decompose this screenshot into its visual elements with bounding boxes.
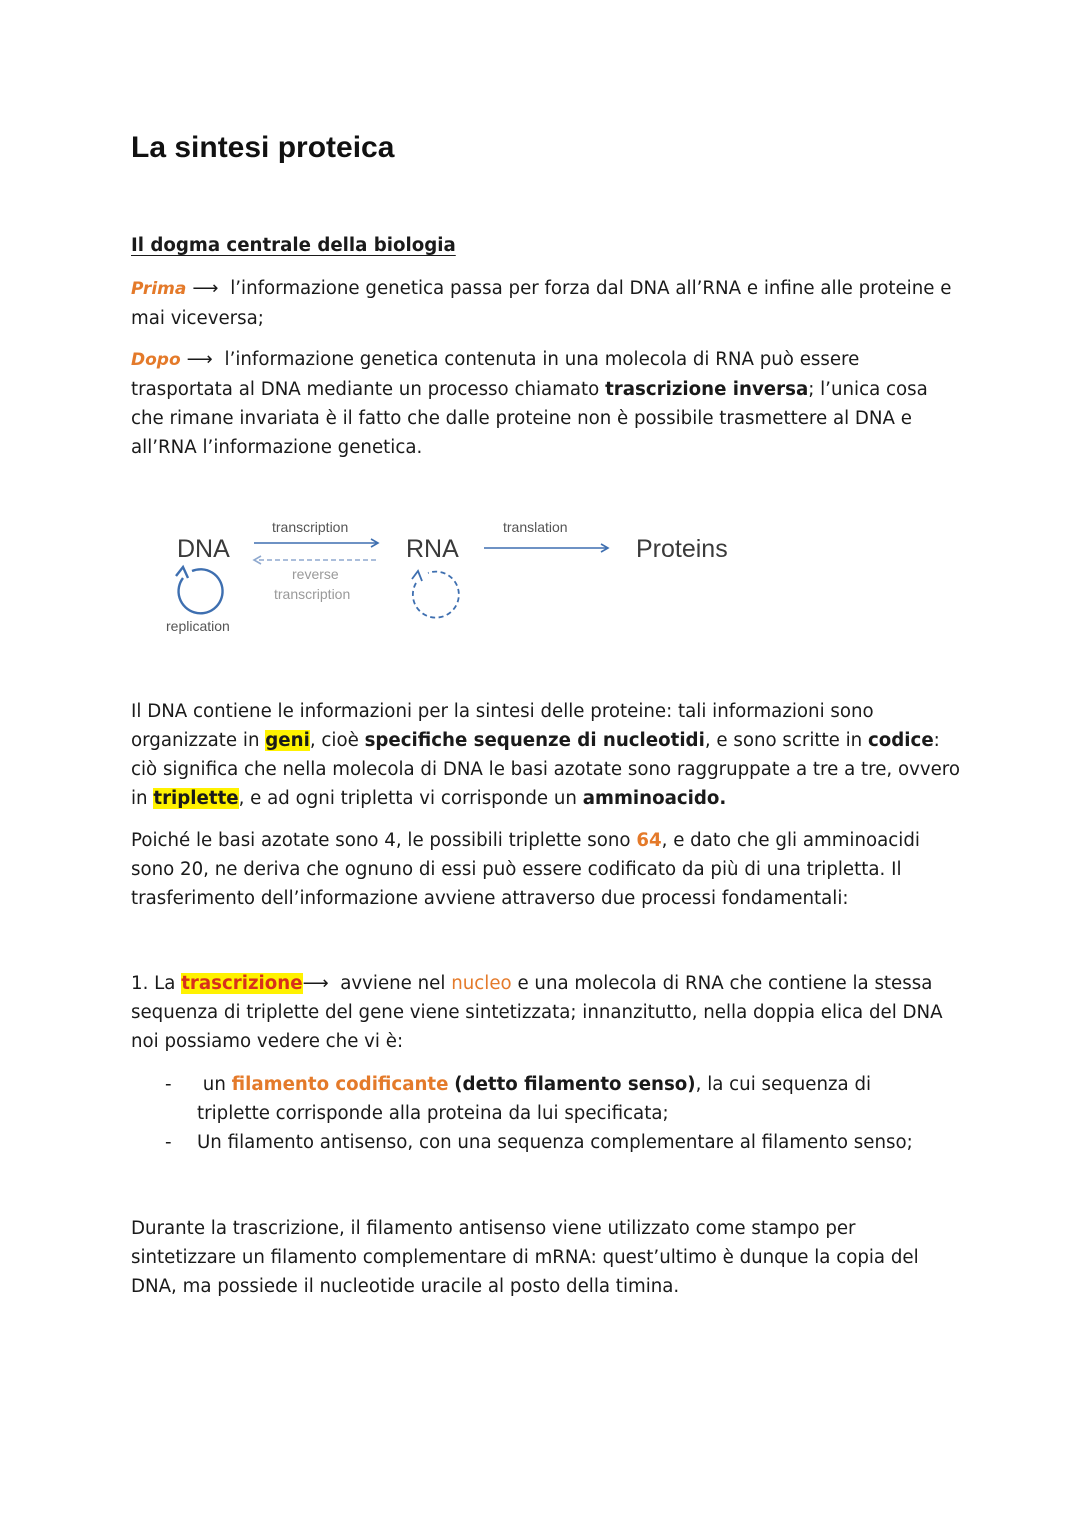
bases-paragraph [131, 826, 961, 913]
text-span: Poiché le basi azotate sono 4, le possibili triplette sono [131, 830, 631, 851]
translation-label: translation [503, 519, 568, 535]
dopo-text-2: ; l’unica cosa che rimane invariata è il fatto che dalle proteine non è possibile trasmettere al DNA e all’RNA l’informazione genetica. [131, 379, 928, 458]
point1-paragraph [131, 969, 961, 1056]
text-span: : ciò significa che nella molecola di DNA le basi azotate sono raggruppate a tre a tre, ovvero in [131, 730, 961, 809]
text-span: Un filamento antisenso, con una sequenza complementare al filamento senso; [197, 1132, 913, 1153]
text-span: , cioè [309, 730, 359, 751]
text-span: , e sono scritte in [704, 730, 863, 751]
geni-highlight: geni [265, 730, 310, 751]
reverse-label: reverse [292, 566, 339, 582]
bold-term: specifiche sequenze di nucleotidi [364, 730, 705, 751]
text-span: , e ad ogni tripletta vi corrisponde un [238, 788, 577, 809]
text-span: , la cui sequenza di triplette corrisponde alla proteina da lui specificata; [197, 1074, 872, 1124]
dopo-bold-term: trascrizione inversa [605, 379, 809, 400]
dopo-paragraph [131, 345, 961, 462]
rna-label: RNA [406, 535, 459, 563]
list-item [131, 1128, 921, 1157]
dna-paragraph [131, 697, 961, 813]
central-dogma-diagram [150, 505, 770, 640]
triplette-highlight: triplette [153, 788, 239, 809]
dopo-label: Dopo [131, 350, 181, 370]
prima-paragraph [131, 274, 961, 333]
text-span: un [202, 1074, 226, 1095]
section-heading [131, 231, 961, 260]
text-span: , e dato che gli amminoacidi sono 20, ne deriva che ognuno di essi può essere codificato da più di una tripletta. Il trasferimento dell’informazione avviene attraverso due processi fondamentali: [131, 830, 920, 909]
codice-term: codice [868, 730, 934, 751]
central-dogma-heading: Il dogma centrale della biologia [131, 235, 456, 256]
amminoacido-term: amminoacido [582, 788, 720, 809]
number-64: 64 [636, 830, 662, 851]
bullet-dash: - [165, 1074, 172, 1095]
text-span: e una molecola di RNA che contiene la stessa sequenza di triplette del gene viene sintetizzata; innanzitutto, nella doppia elica del DNA noi possiamo vedere che vi è: [131, 973, 943, 1052]
transcription-label: transcription [272, 519, 349, 535]
transcription-paragraph [131, 1214, 961, 1301]
text-span: Il DNA contiene le informazioni per la sintesi delle proteine: tali informazioni sono organizzate in [131, 701, 874, 751]
rna-replication-loop-icon [413, 572, 459, 618]
prima-text: l’informazione genetica passa per forza dal DNA all’RNA e infine alle proteine e mai viceversa; [131, 278, 952, 329]
replication-arrowhead-icon [176, 567, 188, 578]
prima-label: Prima [131, 279, 187, 299]
arrow-icon: ⟶ [192, 278, 219, 299]
dna-label: DNA [177, 535, 230, 563]
text-span: . [719, 788, 727, 809]
rna-replication-arrowhead-icon [412, 571, 422, 581]
nucleo-term: nucleo [451, 973, 512, 994]
replication-loop-icon [179, 569, 223, 613]
text-span: avviene nel [340, 973, 446, 994]
bullet-list [131, 1070, 921, 1157]
arrow-icon: ⟶ [186, 349, 213, 370]
bold-term: (detto filamento senso) [454, 1074, 696, 1095]
bullet-dash: - [165, 1132, 172, 1153]
proteins-label: Proteins [636, 535, 728, 563]
list-item [131, 1070, 921, 1128]
replication-label: replication [166, 618, 230, 634]
list-number: 1. La [131, 973, 176, 994]
text-span: Durante la trascrizione, il filamento antisenso viene utilizzato come stampo per sintetizzare un filamento complementare di mRNA: quest’ultimo è dunque la copia del DNA, ma possiede il nucleotide uracile al posto della timina. [131, 1218, 919, 1297]
reverse-transcription-label: transcription [274, 586, 351, 602]
page-title: La sintesi proteica [131, 131, 395, 164]
dopo-text-1: l’informazione genetica contenuta in una molecola di RNA può essere trasportata al DNA mediante un processo chiamato [131, 349, 860, 400]
arrow-icon: ⟶ [302, 973, 329, 994]
filamento-codificante-term: filamento codificante [231, 1074, 449, 1095]
trascrizione-highlight: trascrizione [181, 973, 303, 994]
